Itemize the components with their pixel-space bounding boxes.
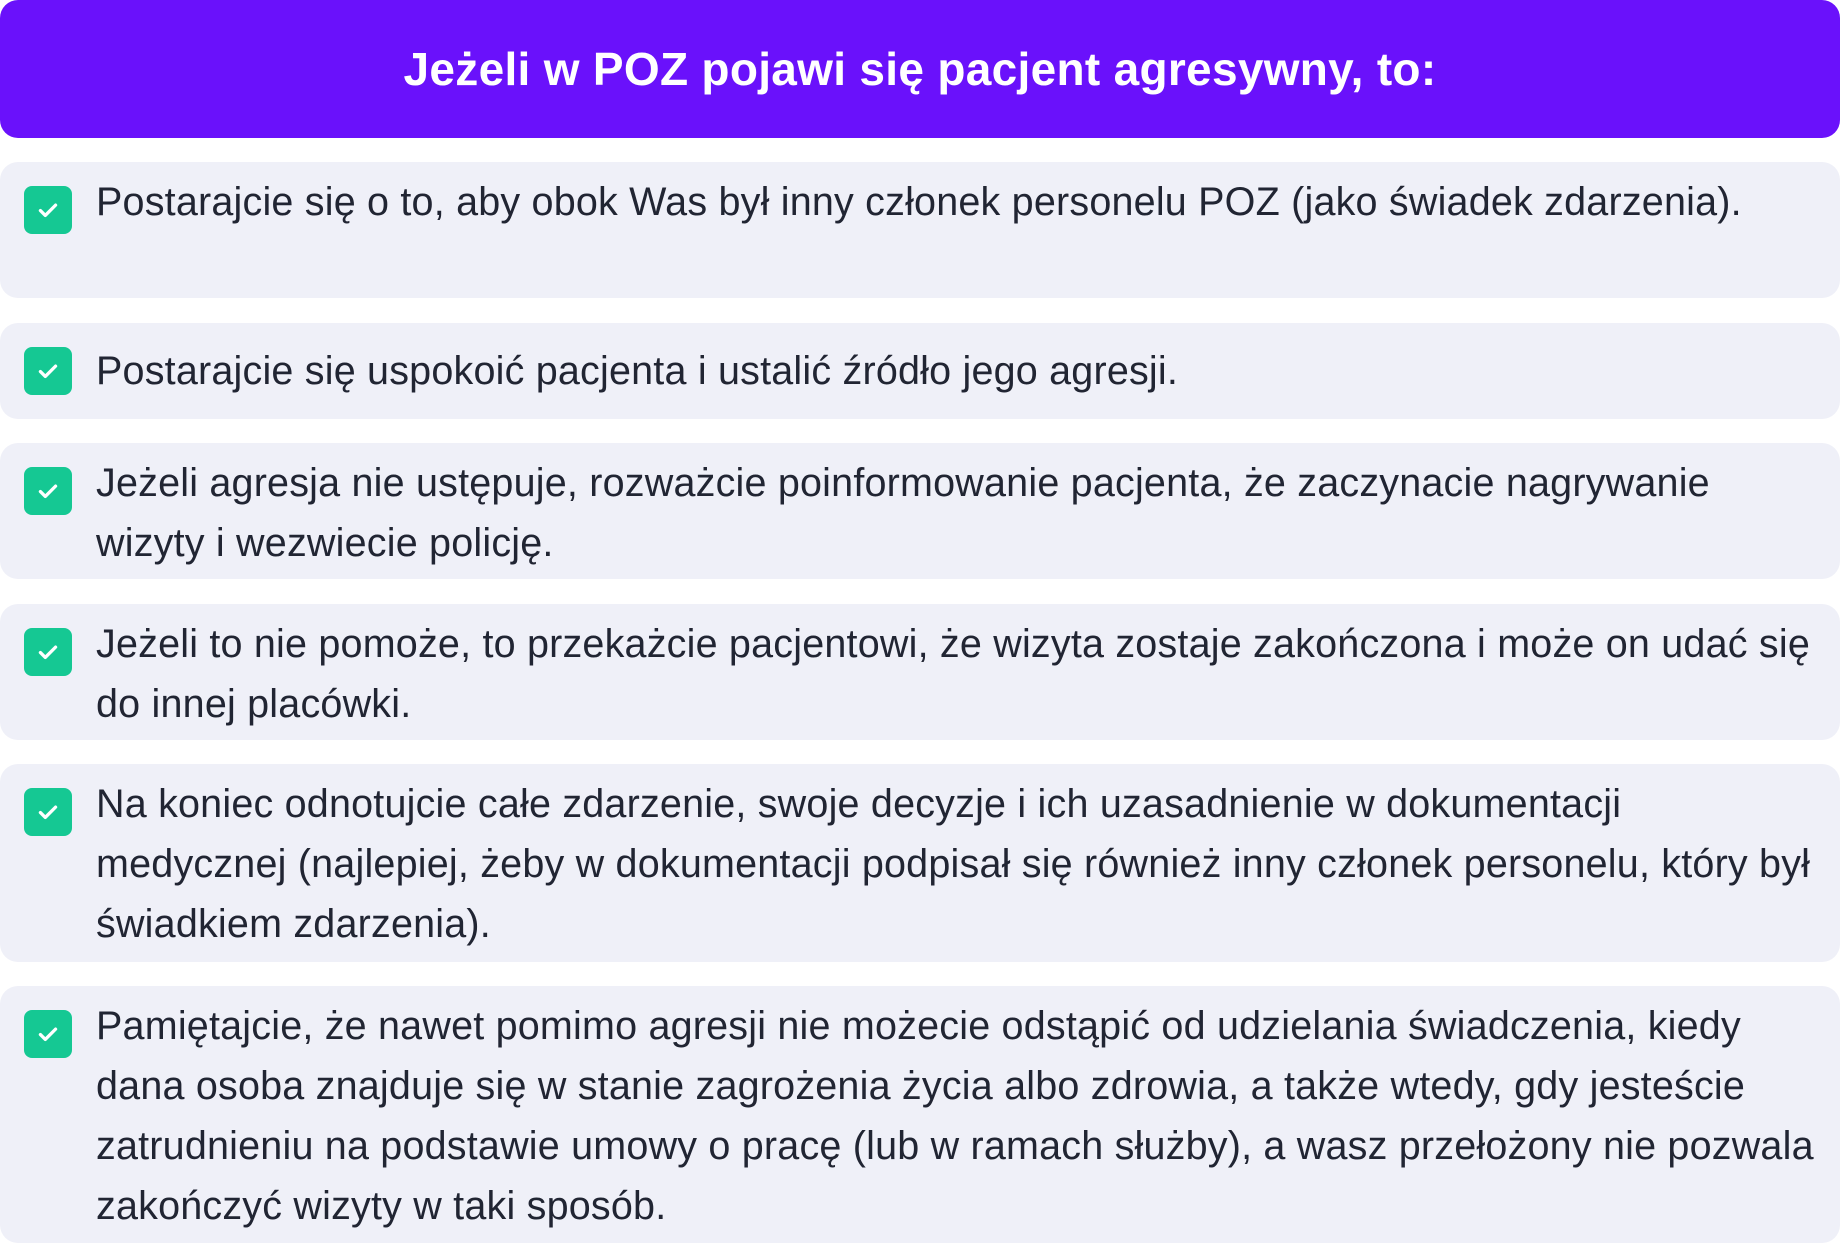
list-item — [0, 986, 1840, 1243]
list-item-text: Jeżeli to nie pomoże, to przekażcie pacjentowi, że wizyta zostaje zakończona i może on udać się do innej placówki. — [96, 622, 1810, 726]
list-item-text: Jeżeli agresja nie ustępuje, rozważcie poinformowanie pacjenta, że zaczynacie nagrywanie wizyty i wezwiecie policję. — [96, 461, 1710, 565]
list-item — [0, 162, 1840, 298]
list-item-text: Postarajcie się o to, aby obok Was był inny członek personelu POZ (jako świadek zdarzenia). — [96, 180, 1742, 224]
list-item — [0, 323, 1840, 419]
check-icon — [24, 347, 72, 395]
list-item — [0, 604, 1840, 740]
list-item-text: Postarajcie się uspokoić pacjenta i ustalić źródło jego agresji. — [96, 349, 1179, 393]
list-item — [0, 764, 1840, 962]
check-icon — [24, 467, 72, 515]
check-icon — [24, 186, 72, 234]
list-item — [0, 443, 1840, 579]
list-item-text: Na koniec odnotujcie całe zdarzenie, swoje decyzje i ich uzasadnienie w dokumentacji medycznej (najlepiej, żeby w dokumentacji podpisał się również inny członek personelu, który był świadkiem zdarzenia). — [96, 782, 1811, 946]
check-icon — [24, 628, 72, 676]
check-icon — [24, 1010, 72, 1058]
page-title: Jeżeli w POZ pojawi się pacjent agresywny, to: — [403, 43, 1437, 95]
header-banner — [0, 0, 1840, 138]
check-icon — [24, 788, 72, 836]
list-item-text: Pamiętajcie, że nawet pomimo agresji nie możecie odstąpić od udzielania świadczenia, kiedy dana osoba znajduje się w stanie zagrożenia życia albo zdrowia, a także wtedy, gdy jesteście zatrudnieniu na podstawie umowy o pracę (lub w ramach służby), a wasz przełożony nie pozwala zakończyć wizyty w taki sposób. — [96, 1004, 1814, 1228]
